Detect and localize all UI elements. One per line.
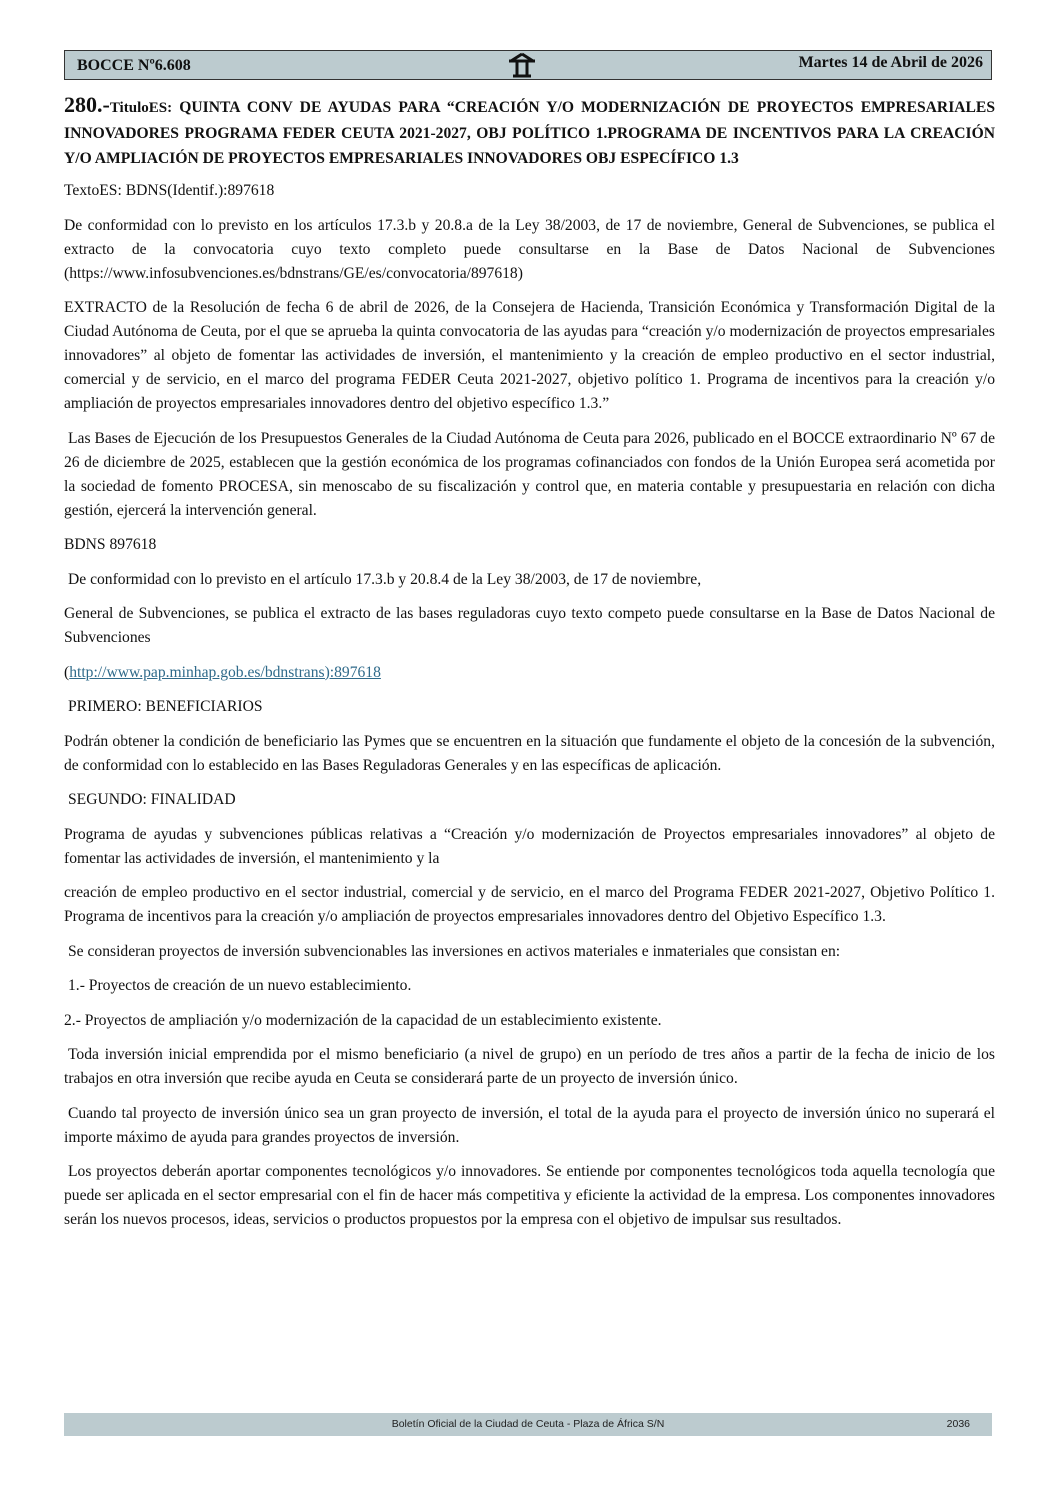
issue-date: Martes 14 de Abril de 2026 bbox=[798, 54, 983, 71]
title-text: QUINTA CONV DE AYUDAS PARA “CREACIÓN Y/O MODERNIZACIÓN DE PROYECTOS EMPRESARIALES INNOVADORES PROGRAMA FEDER CEUTA 2021-2027, OBJ POLÍTICO 1.PROGRAMA DE INCENTIVOS PARA LA CREACIÓN Y/O AMPLIACIÓN DE PROYECTOS EMPRESARIALES INNOVADORES OBJ ESPECÍFICO 1.3 bbox=[64, 99, 995, 167]
issue-number: BOCCE Nº6.608 bbox=[77, 57, 191, 74]
paragraph: TextoES: BDNS(Identif.):897618 bbox=[64, 182, 275, 199]
paragraph: General de Subvenciones, se publica el extracto de las bases reguladoras cuyo texto competo puede consultarse en la Base de Datos Nacional de Subvenciones bbox=[64, 605, 995, 646]
list-item: 1.- Proyectos de creación de un nuevo establecimiento. bbox=[68, 977, 412, 994]
paragraph: EXTRACTO de la Resolución de fecha 6 de abril de 2026, de la Consejera de Hacienda, Transición Económica y Transformación Digital de la Ciudad Autónoma de Ceuta, por el que se aprueba la quinta convocatoria de las ayudas para “creación y/o modernización de proyectos empresariales innovadores” al objeto de fomentar las actividades de inversión, el mantenimiento y la creación de empleo productivo en el sector industrial, comercial y de servicio, en el marco del programa FEDER Ceuta 2021-2027, objetivo político 1. Programa de incentivos para la creación y/o ampliación de proyectos empresariales innovadores dentro del objetivo específico 1.3.” bbox=[64, 299, 995, 412]
page-number: 2036 bbox=[946, 1418, 970, 1430]
paragraph: BDNS 897618 bbox=[64, 536, 157, 553]
paragraph: Cuando tal proyecto de inversión único sea un gran proyecto de inversión, el total de la ayuda para el proyecto de inversión único no superará el importe máximo de ayuda para grandes proyectos de inversión. bbox=[64, 1104, 995, 1146]
paragraph: Toda inversión inicial emprendida por el mismo beneficiario (a nivel de grupo) en un período de tres años a partir de la fecha de inicio de los trabajos en otra inversión que recibe ayuda en Ceuta se considerará parte de un proyecto de inversión único. bbox=[64, 1046, 995, 1087]
section-heading: SEGUNDO: FINALIDAD bbox=[68, 791, 236, 808]
page-footer bbox=[64, 1413, 992, 1436]
list-item: 2.- Proyectos de ampliación y/o modernización de la capacidad de un establecimiento existente. bbox=[64, 1011, 662, 1029]
paragraph: Las Bases de Ejecución de los Presupuestos Generales de la Ciudad Autónoma de Ceuta para 2026, publicado en el BOCCE extraordinario Nº 67 de 26 de diciembre de 2025, establecen que la gestión económica de los programas cofinanciados con fondos de la Unión Europea será acometida por la sociedad de fomento PROCESA, sin menoscabo de su fiscalización y control que, en materia contable y presupuestaria en relación con dicha gestión, ejercerá la intervención general. bbox=[64, 429, 995, 519]
paragraph-link bbox=[64, 661, 995, 685]
footer-text: Boletín Oficial de la Ciudad de Ceuta - Plaza de África S/N bbox=[391, 1418, 665, 1430]
title-label: TituloES: bbox=[109, 100, 173, 116]
paragraph: Programa de ayudas y subvenciones públicas relativas a “Creación y/o modernización de Proyectos empresariales innovadores” al objeto de fomentar las actividades de inversión, el mantenimiento y la bbox=[64, 825, 995, 867]
section-heading: PRIMERO: BENEFICIARIOS bbox=[68, 698, 263, 715]
arrow-up-icon[interactable] bbox=[505, 52, 539, 78]
article-title bbox=[64, 92, 995, 171]
paragraph: Podrán obtener la condición de beneficiario las Pymes que se encuentren en la situación que fundamente el objeto de la concesión de la subvención, de conformidad con lo establecido en las Bases Reguladoras Generales y en las específicas de aplicación. bbox=[64, 732, 995, 774]
paragraph: Los proyectos deberán aportar componentes tecnológicos y/o innovadores. Se entiende por componentes tecnológicos toda aquella tecnología que puede ser aplicada en el sector empresarial con el fin de hacer más competitiva y eficiente la actividad de la empresa. Los componentes innovadores serán los nuevos procesos, ideas, servicios o productos propuestos por la empresa con el objetivo de impulsar sus resultados. bbox=[64, 1163, 995, 1228]
bdns-link[interactable]: http://www.pap.minhap.gob.es/bdnstrans):897618 bbox=[69, 663, 381, 681]
paragraph: creación de empleo productivo en el sector industrial, comercial y de servicio, en el marco del Programa FEDER 2021-2027, Objetivo Político 1. Programa de incentivos para la creación y/o ampliación de proyectos empresariales innovadores dentro del Objetivo Específico 1.3. bbox=[64, 884, 995, 925]
paragraph: De conformidad con lo previsto en el artículo 17.3.b y 20.8.4 de la Ley 38/2003, de 17 de noviembre, bbox=[68, 570, 702, 588]
page-header bbox=[64, 50, 992, 80]
paragraph: Se consideran proyectos de inversión subvencionables las inversiones en activos materiales e inmateriales que consistan en: bbox=[68, 942, 841, 960]
article-body bbox=[64, 92, 995, 1243]
paragraph: De conformidad con lo previsto en los artículos 17.3.b y 20.8.a de la Ley 38/2003, de 17 de noviembre, General de Subvenciones, se publica el extracto de la convocatoria cuyo texto completo puede consultarse en la Base de Datos Nacional de Subvenciones (https://www.infosubvenciones.es/bdnstrans/GE/es/convocatoria/897618) bbox=[64, 216, 995, 282]
article-number: 280.- bbox=[64, 92, 110, 117]
paren-open: ( bbox=[64, 663, 70, 681]
